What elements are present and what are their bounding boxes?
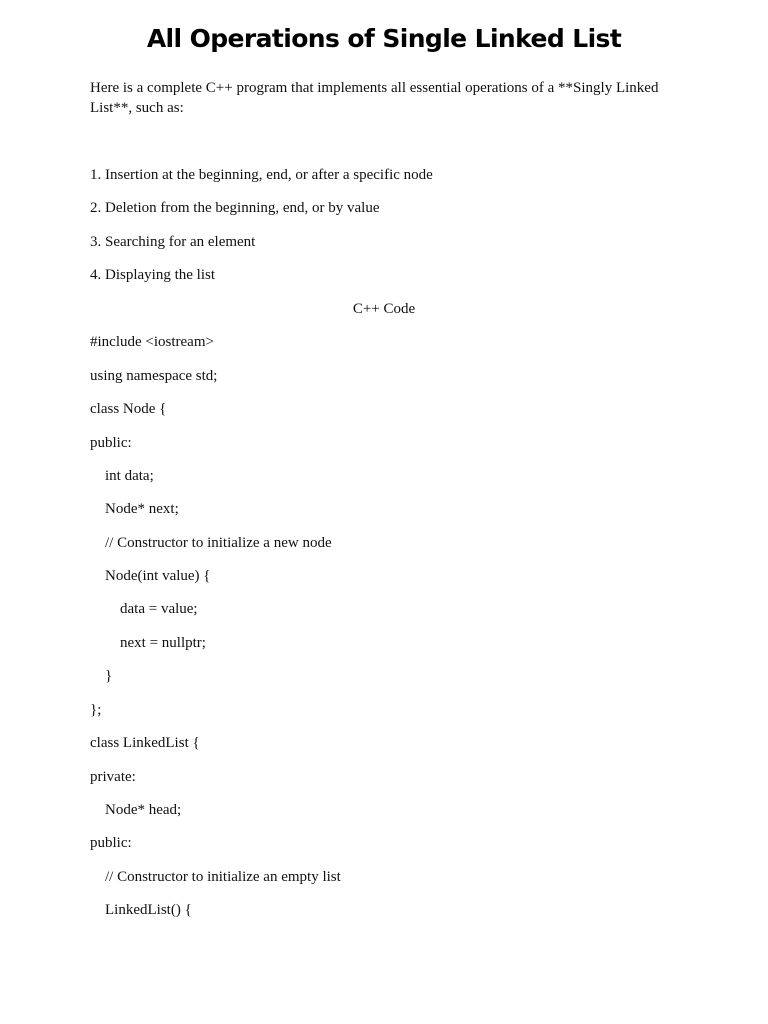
operation-item: 3. Searching for an element: [90, 234, 256, 250]
code-line: // Constructor to initialize a new node: [90, 535, 332, 551]
code-line: };: [90, 702, 102, 718]
code-line: int data;: [90, 468, 154, 484]
code-line: LinkedList() {: [90, 902, 192, 918]
code-line: data = value;: [90, 601, 198, 617]
code-line: Node* head;: [90, 802, 182, 818]
code-line: using namespace std;: [90, 368, 218, 384]
code-line: class LinkedList {: [90, 735, 200, 751]
code-line: Node(int value) {: [90, 568, 211, 584]
code-line: #include <iostream>: [90, 334, 214, 350]
document-title: All Operations of Single Linked List: [146, 24, 622, 53]
code-line: class Node {: [90, 401, 167, 417]
code-line: next = nullptr;: [90, 635, 206, 651]
code-line: // Constructor to initialize an empty list: [90, 869, 341, 885]
code-heading: C++ Code: [352, 301, 416, 317]
intro-paragraph: Here is a complete C++ program that implements all essential operations of a **Singly Linked List**, such as:: [90, 80, 659, 116]
operation-item: 2. Deletion from the beginning, end, or by value: [90, 200, 380, 216]
code-line: }: [90, 668, 113, 684]
operation-item: 1. Insertion at the beginning, end, or after a specific node: [90, 167, 433, 183]
code-line: public:: [90, 435, 132, 451]
code-line: public:: [90, 835, 132, 851]
code-line: Node* next;: [90, 501, 179, 517]
code-line: private:: [90, 769, 136, 785]
operation-item: 4. Displaying the list: [90, 267, 215, 283]
